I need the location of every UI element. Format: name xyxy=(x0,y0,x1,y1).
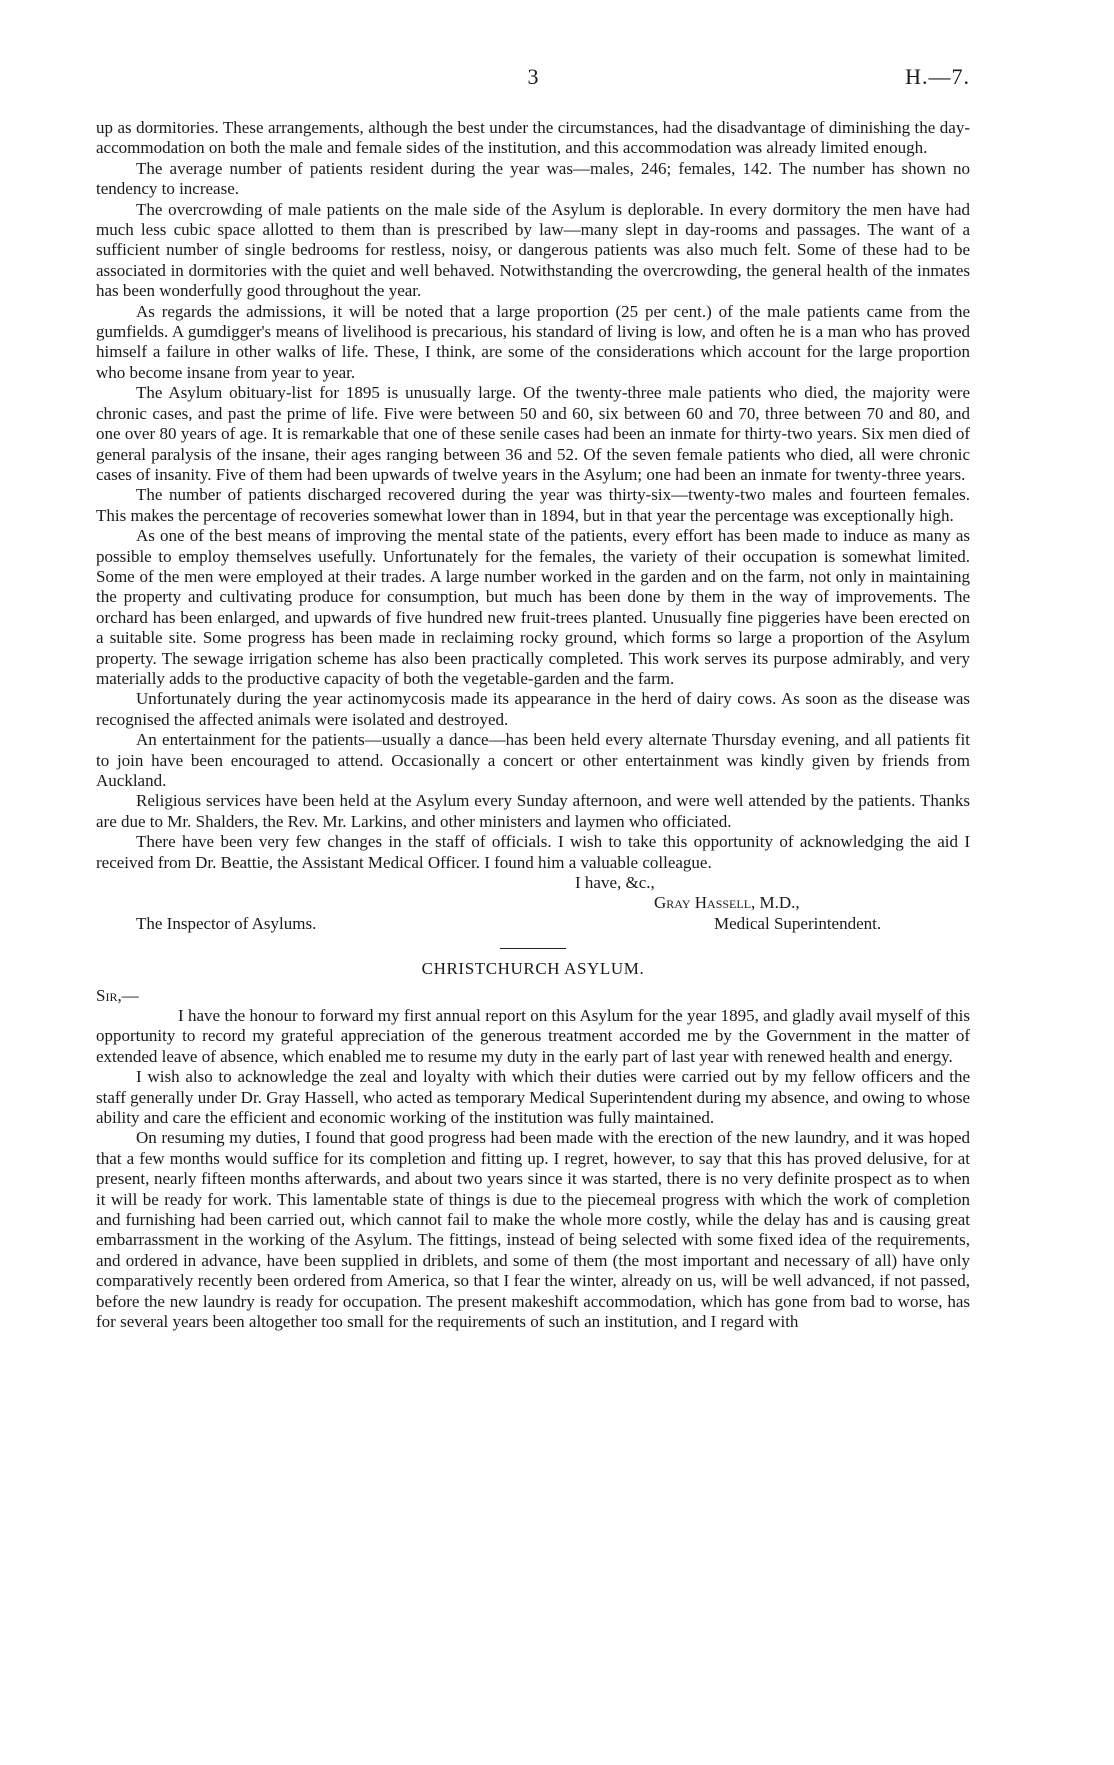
paragraph: I have the honour to forward my first annual report on this Asylum for the year 1895, and gladly avail myself of this opportunity to record my grateful appreciation of the generous treatment accorded me by the Government in the matter of extended leave of absence, which enabled me to resume my duty in the early part of last year with renewed health and energy. xyxy=(96,1006,970,1066)
section-divider xyxy=(500,948,566,949)
christchurch-section xyxy=(96,959,970,1332)
signatory-title: Medical Superintendent. xyxy=(714,913,882,933)
paragraph-final: There have been very few changes in the staff of officials. I wish to take this opportunity of acknowledging the aid I received from Dr. Beattie, the Assistant Medical Officer. I found him a valuable colleague. xyxy=(96,832,970,872)
paragraph: I wish also to acknowledge the zeal and loyalty with which their duties were carried out by my fellow officers and the staff generally under Dr. Gray Hassell, who acted as temporary Medical Superintendent during my absence, and owing to whose ability and care the efficient and economic working of the institution was fully maintained. xyxy=(96,1067,970,1128)
page-header xyxy=(96,64,970,90)
paragraph: As one of the best means of improving the mental state of the patients, every effort has been made to induce as many as possible to employ themselves usefully. Unfortunately for the females, the variety of their occupation is somewhat limited. Some of the men were employed at their trades. A large number worked in the garden and on the farm, not only in maintaining the property and cultivating produce for consumption, but much has been done by them in the way of improvements. The orchard has been enlarged, and upwards of five hundred new fruit-trees planted. Unusually fine piggeries have been erected on a suitable site. Some progress has been made in reclaiming rocky ground, which forms so large a proportion of the Asylum property. The sewage irrigation scheme has also been practically completed. This work serves its purpose admirably, and very materially adds to the productive capacity of both the vegetable-garden and the farm. xyxy=(96,526,970,688)
auckland-report-section xyxy=(96,118,970,873)
recipient: The Inspector of Asylums. xyxy=(136,913,317,933)
salutation: Sir,— xyxy=(96,985,139,1005)
signature-block xyxy=(96,873,970,934)
paragraph: up as dormitories. These arrangements, although the best under the circumstances, had the disadvantage of diminishing the day-accommodation on both the male and female sides of the institution, and this accommodation was already limited enough. xyxy=(96,118,970,158)
report-body xyxy=(96,118,970,1333)
closing-phrase: I have, &c., xyxy=(575,873,655,893)
paragraph: The Asylum obituary-list for 1895 is unusually large. Of the twenty-three male patients who died, the majority were chronic cases, and past the prime of life. Five were between 50 and 60, six between 60 and 70, three between 70 and 80, and one over 80 years of age. It is remarkable that one of these senile cases had been an inmate for thirty-two years. Six men died of general paralysis of the insane, their ages ranging between 36 and 52. Of the seven female patients who died, all were chronic cases of insanity. Five of them had been upwards of twelve years in the Asylum; one had been an inmate for twenty-three years. xyxy=(96,383,970,484)
paragraph: On resuming my duties, I found that good progress had been made with the erection of the new laundry, and it was hoped that a few months would suffice for its completion and fitting up. I regret, however, to say that this has proved delusive, for at present, nearly fifteen months afterwards, and about two years since it was started, there is no very definite prospect as to when it will be ready for work. This lamentable state of things is due to the piecemeal progress with which the work of completion and furnishing had been carried out, which cannot fail to make the whole more costly, while the delay has and is causing great embarrassment in the working of the Asylum. The fittings, instead of being selected with some fixed idea of the requirements, and ordered in advance, have been supplied in driblets, and some of them (the most important and necessary of all) have only comparatively recently been ordered from America, so that I fear the winter, already on us, will be well advanced, if not passed, before the new laundry is ready for occupation. The present makeshift accommodation, which has gone from bad to worse, has for several years been altogether too small for the requirements of such an institution, and I regard with xyxy=(96,1128,970,1332)
page-number: 3 xyxy=(527,64,539,89)
paragraph: An entertainment for the patients—usually a dance—has been held every alternate Thursday evening, and all patients fit to join have been encouraged to attend. Occasionally a concert or other entertainment was kindly given by friends from Auckland. xyxy=(96,730,970,790)
paragraph: Religious services have been held at the Asylum every Sunday afternoon, and were well attended by the patients. Thanks are due to Mr. Shalders, the Rev. Mr. Larkins, and other ministers and laymen who officiated. xyxy=(96,791,970,831)
paragraph: The overcrowding of male patients on the male side of the Asylum is deplorable. In every dormitory the men have had much less cubic space allotted to them than is prescribed by law—many slept in day-rooms and passages. The want of a sufficient number of single bedrooms for restless, noisy, or dangerous patients was also much felt. Some of these had to be associated in dormitories with the quiet and well behaved. Notwithstanding the overcrowding, the general health of the inmates has been wonderfully good throughout the year. xyxy=(96,199,970,301)
paragraph: Unfortunately during the year actinomycosis made its appearance in the herd of dairy cows. As soon as the disease was recognised the affected animals were isolated and destroyed. xyxy=(96,689,970,729)
document-reference: H.—7. xyxy=(905,64,970,89)
paragraph: As regards the admissions, it will be noted that a large proportion (25 per cent.) of the male patients came from the gumfields. A gumdigger's means of livelihood is precarious, his standard of living is low, and often he is a man who has proved himself a failure in other walks of life. These, I think, are some of the considerations which account for the large proportion who become insane from year to year. xyxy=(96,301,970,382)
signatory-name: Gray Hassell, M.D., xyxy=(654,893,800,913)
paragraph: The average number of patients resident during the year was—males, 246; females, 142. The number has shown no tendency to increase. xyxy=(96,158,970,199)
paragraph: The number of patients discharged recovered during the year was thirty-six—twenty-two males and fourteen females. This makes the percentage of recoveries somewhat lower than in 1894, but in that year the percentage was exceptionally high. xyxy=(96,485,970,525)
section-heading: CHRISTCHURCH ASYLUM. xyxy=(421,959,645,979)
